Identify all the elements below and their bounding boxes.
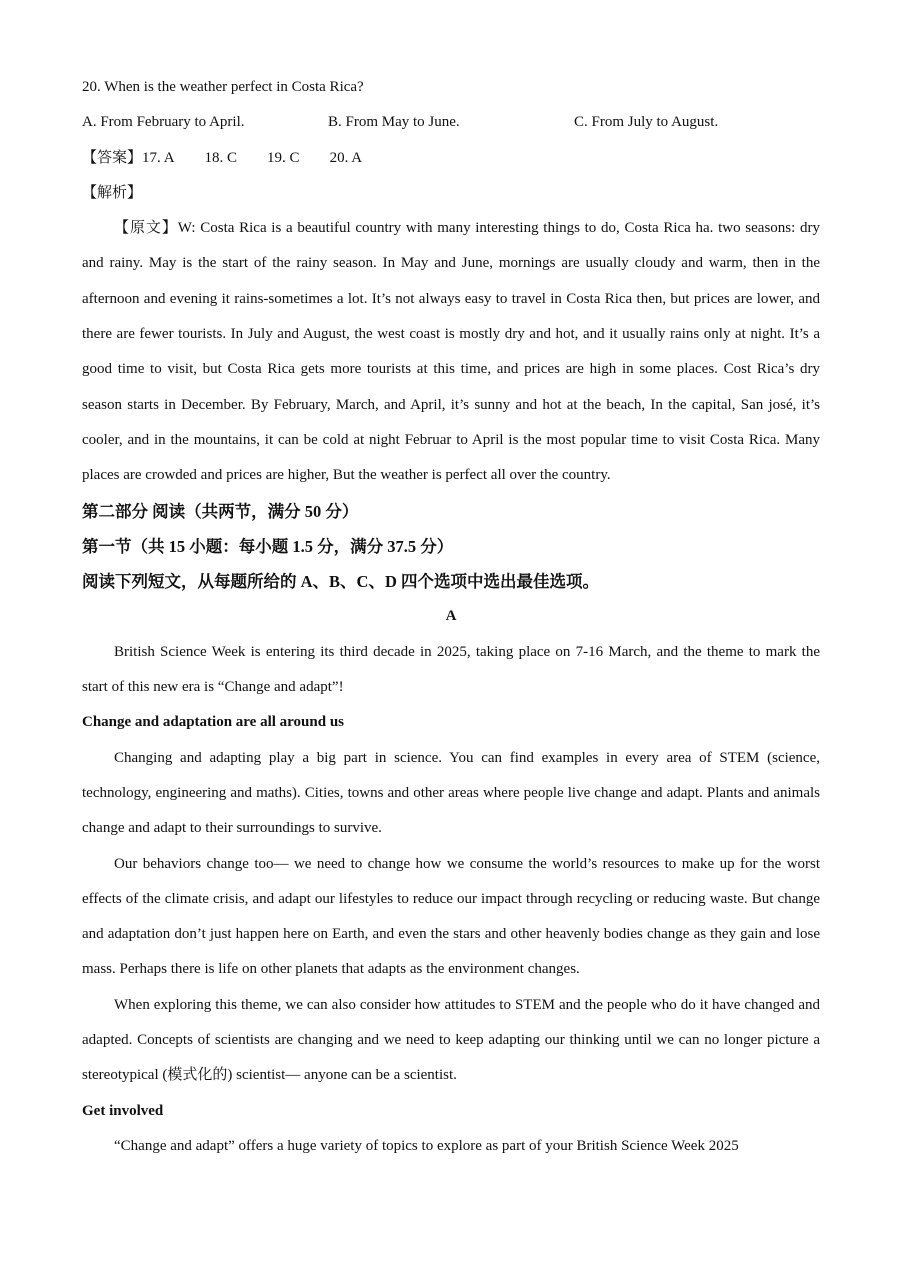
- passage-paragraph: Our behaviors change too— we need to change how we consume the world’s resources to make up for the worst effects of the climate crisis, and adapt our lifestyles to reduce our impact through recycling or reducing waste. But change and adaptation don’t just happen here on Earth, and even the stars and other heavenly bodies change as they gain and lose mass. Perhaps there is life on other planets that adapts as the environment changes.: [82, 855, 820, 978]
- option-a: A. From February to April.: [82, 114, 245, 131]
- answer-item: 18. C: [204, 149, 238, 166]
- question-20-options: [82, 105, 820, 140]
- option-c: C. From July to August.: [574, 114, 719, 131]
- passage-paragraph: “Change and adapt” offers a huge variety of topics to explore as part of your British Science Week 2025: [114, 1137, 739, 1154]
- section-one-heading: 第一节（共 15 小题：每小题 1.5 分，满分 37.5 分）: [82, 536, 454, 556]
- passage-subheading: Get involved: [82, 1102, 164, 1119]
- answer-label: 【答案】: [82, 149, 143, 166]
- reading-instruction: 阅读下列短文，从每题所给的 A、B、C、D 四个选项中选出最佳选项。: [82, 572, 600, 592]
- answer-item: 20. A: [329, 149, 363, 166]
- document-page: [82, 70, 820, 1164]
- passage-paragraph: When exploring this theme, we can also consider how attitudes to STEM and the people who do it have changed and adapted. Concepts of scientists are changing and we need to keep adapting our thinking until we can no longer picture a stereotypical (模式化的) scientist— anyone can be a scientist.: [82, 996, 820, 1084]
- answer-item: 19. C: [267, 149, 300, 166]
- question-20-stem: 20. When is the weather perfect in Costa Rica?: [82, 79, 364, 95]
- passage-subheading: Change and adaptation are all around us: [82, 714, 345, 731]
- analysis-label: 【解析】: [82, 184, 143, 201]
- listening-transcript: 【原文】W: Costa Rica is a beautiful country with many interesting things to do, Costa Rica ha. two seasons: dry and rainy. May is the start of the rainy season. In May and June, mornings are usually cloudy and warm, then in the afternoon and evening it rains-sometimes a lot. It’s not always easy to travel in Costa Rica then, but prices are lower, and there are fewer tourists. In July and August, the west coast is mostly dry and hot, and it usually rains only at night. It’s a good time to visit, but Costa Rica gets more tourists at this time, and prices are high in some places. Cost Rica’s dry season starts in December. By February, March, and April, it’s sunny and hot at the beach, In the capital, San josé, it’s cooler, and in the mountains, it can be cold at night Februar to April is the most popular time to visit Costa Rica. Many places are crowded and prices are higher, But the weather is perfect all over the country.: [82, 220, 820, 484]
- part-two-heading: 第二部分 阅读（共两节，满分 50 分）: [82, 501, 359, 521]
- answer-row: [82, 141, 820, 176]
- option-b: B. From May to June.: [328, 114, 460, 131]
- passage-letter: A: [445, 608, 457, 625]
- answer-item: 17. A: [142, 149, 175, 166]
- passage-paragraph: British Science Week is entering its third decade in 2025, taking place on 7-16 March, and the theme to mark the start of this new era is “Change and adapt”!: [82, 643, 820, 696]
- passage-paragraph: Changing and adapting play a big part in science. You can find examples in every area of STEM (science, technology, engineering and maths). Cities, towns and other areas where people live change and adapt. Plants and animals change and adapt to their surroundings to survive.: [82, 749, 820, 837]
